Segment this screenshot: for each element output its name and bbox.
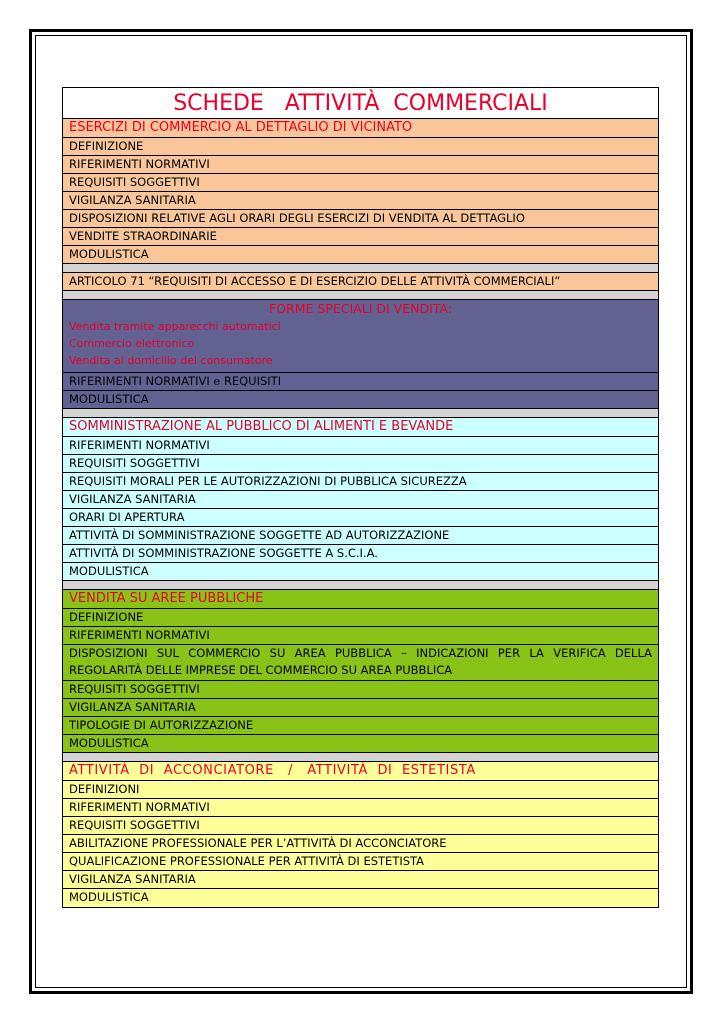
list-item[interactable]: DEFINIZIONI bbox=[63, 781, 658, 799]
section-separator bbox=[63, 409, 658, 418]
articolo-71-link[interactable]: ARTICOLO 71 “REQUISITI DI ACCESSO E DI ESERCIZIO DELLE ATTIVITÀ COMMERCIALI” bbox=[63, 273, 658, 291]
section-separator bbox=[63, 264, 658, 273]
sub-item[interactable]: Vendita al domicilio del consumatore bbox=[69, 354, 273, 367]
list-item[interactable]: REQUISITI SOGGETTIVI bbox=[63, 817, 658, 835]
list-item[interactable]: VIGILANZA SANITARIA bbox=[63, 192, 658, 210]
list-item[interactable]: VIGILANZA SANITARIA bbox=[63, 491, 658, 509]
activities-table bbox=[62, 87, 659, 908]
list-item[interactable]: RIFERIMENTI NORMATIVI bbox=[63, 437, 658, 455]
list-item[interactable]: ORARI DI APERTURA bbox=[63, 509, 658, 527]
list-item[interactable]: REQUISITI MORALI PER LE AUTORIZZAZIONI DI PUBBLICA SICUREZZA bbox=[63, 473, 658, 491]
list-item[interactable]: TIPOLOGIE DI AUTORIZZAZIONE bbox=[63, 717, 658, 735]
list-item[interactable]: RIFERIMENTI NORMATIVI bbox=[63, 627, 658, 645]
list-item[interactable]: MODULISTICA bbox=[63, 735, 658, 753]
list-item[interactable]: REQUISITI SOGGETTIVI bbox=[63, 681, 658, 699]
list-item[interactable]: QUALIFICAZIONE PROFESSIONALE PER ATTIVITÀ DI ESTETISTA bbox=[63, 853, 658, 871]
section-header-acconciatore-estetista[interactable]: ATTIVITÀ DI ACCONCIATORE / ATTIVITÀ DI ESTETISTA bbox=[63, 762, 658, 781]
list-item[interactable]: ATTIVITÀ DI SOMMINISTRAZIONE SOGGETTE AD AUTORIZZAZIONE bbox=[63, 527, 658, 545]
list-item[interactable]: REQUISITI SOGGETTIVI bbox=[63, 455, 658, 473]
list-item-disposizioni[interactable]: DISPOSIZIONI SUL COMMERCIO SU AREA PUBBLICA – INDICAZIONI PER LA VERIFICA DELLA REGOLARITÀ DELLE IMPRESE DEL COMMERCIO SU AREA PUBBLICA bbox=[63, 645, 658, 681]
riferimenti-label: RIFERIMENTI NORMATIVI bbox=[69, 374, 210, 388]
section-header-forme-speciali[interactable]: FORME SPECIALI DI VENDITA: bbox=[269, 301, 452, 316]
section-header-somministrazione[interactable]: SOMMINISTRAZIONE AL PUBBLICO DI ALIMENTI E BEVANDE bbox=[63, 418, 658, 437]
list-item[interactable]: VIGILANZA SANITARIA bbox=[63, 699, 658, 717]
list-item[interactable]: VENDITE STRAORDINARIE bbox=[63, 228, 658, 246]
list-item[interactable]: ABILITAZIONE PROFESSIONALE PER L’ATTIVITÀ DI ACCONCIATORE bbox=[63, 835, 658, 853]
list-item-riferimenti-requisiti[interactable] bbox=[63, 373, 658, 391]
list-item[interactable]: MODULISTICA bbox=[63, 889, 658, 907]
section-separator bbox=[63, 753, 658, 762]
section-separator bbox=[63, 581, 658, 590]
section-separator bbox=[63, 291, 658, 300]
list-item[interactable]: RIFERIMENTI NORMATIVI bbox=[63, 799, 658, 817]
list-item[interactable]: ATTIVITÀ DI SOMMINISTRAZIONE SOGGETTE A S.C.I.A. bbox=[63, 545, 658, 563]
conjunction-text: e bbox=[209, 374, 224, 388]
page-title: SCHEDE ATTIVITÀ COMMERCIALI bbox=[63, 88, 658, 119]
list-item[interactable]: DISPOSIZIONI RELATIVE AGLI ORARI DEGLI ESERCIZI DI VENDITA AL DETTAGLIO bbox=[63, 210, 658, 228]
list-item[interactable]: MODULISTICA bbox=[63, 246, 658, 264]
list-item[interactable]: MODULISTICA bbox=[63, 563, 658, 581]
section-header-dettaglio[interactable]: ESERCIZI DI COMMERCIO AL DETTAGLIO DI VICINATO bbox=[63, 119, 658, 138]
requisiti-label: REQUISITI bbox=[223, 374, 282, 388]
list-item[interactable]: RIFERIMENTI NORMATIVI bbox=[63, 156, 658, 174]
list-item[interactable]: DEFINIZIONE bbox=[63, 138, 658, 156]
sub-item[interactable]: Commercio elettronico bbox=[69, 337, 195, 350]
list-item[interactable]: VIGILANZA SANITARIA bbox=[63, 871, 658, 889]
list-item[interactable]: REQUISITI SOGGETTIVI bbox=[63, 174, 658, 192]
list-item[interactable]: MODULISTICA bbox=[63, 391, 658, 409]
forme-speciali-block bbox=[63, 300, 658, 373]
sub-item[interactable]: Vendita tramite apparecchi automatici bbox=[69, 320, 281, 333]
section-header-aree-pubbliche[interactable]: VENDITA SU AREE PUBBLICHE bbox=[63, 590, 658, 609]
list-item[interactable]: DEFINIZIONE bbox=[63, 609, 658, 627]
